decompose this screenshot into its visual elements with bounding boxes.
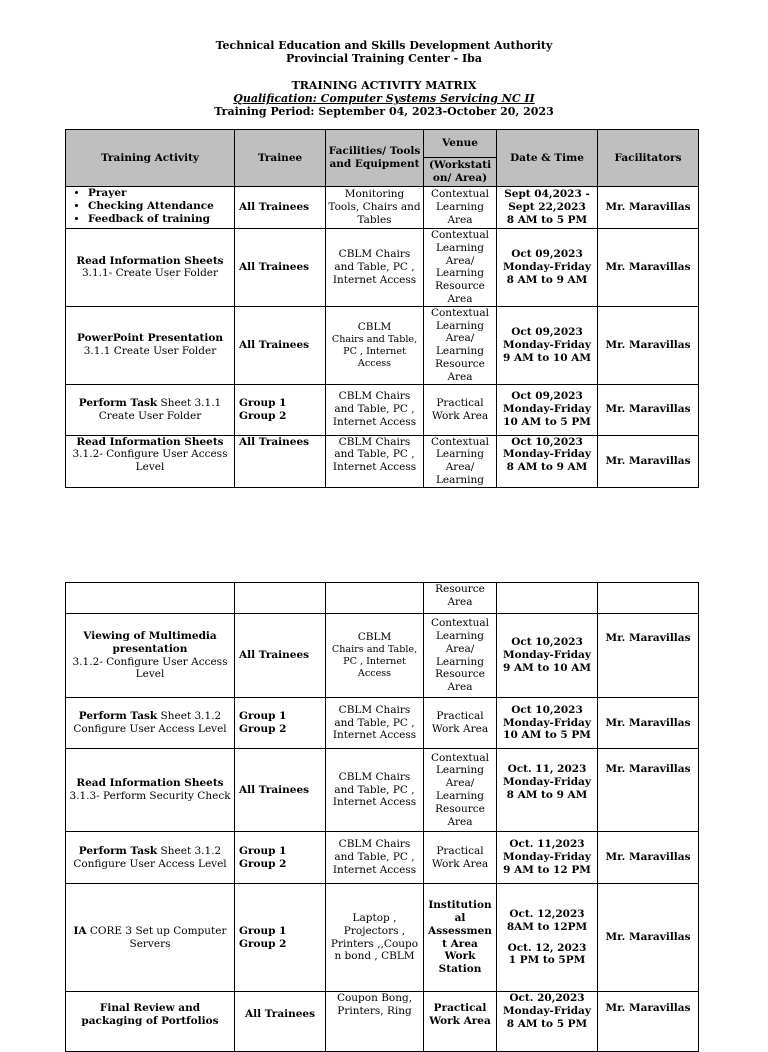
activity-cell: [66, 187, 235, 229]
group-1: Group 1: [239, 396, 287, 409]
time-text: 10 AM to 5 PM: [503, 415, 591, 428]
venue-cell: Practical Work Area: [424, 698, 497, 749]
time-text: 8 AM to 9 AM: [506, 273, 588, 286]
activity-subtitle: Configure User Access Level: [73, 857, 227, 870]
activity-title: Read Information Sheets: [76, 254, 224, 267]
activity-title: PowerPoint Presentation: [76, 332, 224, 345]
date-text: Sept 04,2023 - Sept 22,2023: [504, 188, 590, 214]
activity-cell: [66, 832, 235, 884]
facilitator-cell: Mr. Maravillas: [598, 435, 699, 487]
facilitator-cell: Mr. Maravillas: [598, 614, 699, 698]
venue-cell: Practical Work Area: [424, 832, 497, 884]
activity-title: Perform Task: [78, 396, 158, 409]
time-text: 8 AM to 5 PM: [506, 1017, 588, 1030]
activity-cell: [66, 435, 235, 487]
facilitator-cell: Mr. Maravillas: [598, 306, 699, 384]
activity-title-rest: Sheet 3.1.2: [157, 844, 222, 857]
table-row: [66, 187, 699, 229]
qualification: Qualification: Computer Systems Servicing NC II: [233, 92, 535, 105]
facilities-line: Chairs and Table, PC , Internet Access: [331, 643, 418, 679]
activity-cell: [66, 614, 235, 698]
table-row: [66, 992, 699, 1052]
activity-title-rest: Sheet 3.1.2: [157, 710, 222, 723]
facilities-cell: CBLM Chairs and Table, PC , Internet Access: [326, 832, 424, 884]
table-row: [66, 698, 699, 749]
facilitator-cell: Mr. Maravillas: [598, 749, 699, 832]
datetime-cell: [497, 583, 598, 614]
date-text: Oct. 11,2023: [509, 838, 585, 851]
col-header-datetime: Date & Time: [497, 130, 598, 187]
activity-subtitle: Configure User Access Level: [73, 723, 227, 735]
trainee-cell: All Trainees: [235, 749, 326, 832]
table-row: [66, 384, 699, 435]
table-row: [66, 229, 699, 307]
days-text: Monday-Friday: [503, 851, 591, 864]
time-text: 8 AM to 9 AM: [506, 461, 588, 474]
activity-title: Perform Task: [78, 844, 158, 857]
date-text: Oct. 12,2023: [509, 907, 585, 920]
venue-cell: Resource Area: [424, 583, 497, 614]
date-text: Oct 10,2023: [511, 636, 583, 649]
time-text: 8AM to 12PM: [506, 920, 588, 933]
center-name: Provincial Training Center - Iba: [286, 52, 482, 65]
time-text: 9 AM to 10 AM: [503, 351, 591, 364]
days-text: Monday-Friday: [503, 403, 591, 416]
facilitator-cell: Mr. Maravillas: [598, 229, 699, 307]
facilities-line: CBLM: [357, 320, 392, 333]
table-row: [66, 583, 699, 614]
days-text: Monday-Friday: [503, 716, 591, 729]
venue-cell: Contextual Learning Area/ Learning Resource Area: [424, 306, 497, 384]
venue-cell: Contextual Learning Area/ Learning Resource Area: [424, 229, 497, 307]
venue-cell: Contextual Learning Area/ Learning: [424, 435, 497, 487]
group-1: Group 1: [239, 924, 287, 937]
table-row: [66, 749, 699, 832]
activity-table-page1: [65, 129, 699, 488]
trainee-cell: All Trainees: [235, 229, 326, 307]
date-text: Oct 09,2023: [511, 390, 583, 403]
group-1: Group 1: [239, 844, 287, 857]
facilitator-cell: Mr. Maravillas: [598, 698, 699, 749]
facilities-line: CBLM: [357, 631, 392, 644]
venue-cell: Contextual Learning Area: [424, 187, 497, 229]
facilitator-cell: Mr. Maravillas: [598, 884, 699, 992]
venue-cell: Contextual Learning Area/ Learning Resource Area: [424, 749, 497, 832]
facilities-cell: [326, 583, 424, 614]
table-row: [66, 832, 699, 884]
trainee-cell: [235, 832, 326, 884]
date-text: Oct. 12, 2023: [507, 941, 587, 954]
datetime-cell: [497, 229, 598, 307]
group-2: Group 2: [239, 937, 287, 950]
activity-subtitle: 3.1.2- Configure User Access Level: [72, 655, 228, 681]
trainee-cell: [235, 884, 326, 992]
activity-title: IA: [73, 924, 87, 937]
col-header-trainee: Trainee: [235, 130, 326, 187]
date-text: Oct 10,2023: [511, 435, 583, 448]
venue-cell: Contextual Learning Area/ Learning Resource Area: [424, 614, 497, 698]
group-2: Group 2: [239, 409, 287, 422]
table-row: [66, 306, 699, 384]
datetime-cell: [497, 749, 598, 832]
matrix-title: TRAINING ACTIVITY MATRIX: [291, 79, 477, 92]
datetime-cell: [497, 698, 598, 749]
trainee-cell: [235, 698, 326, 749]
col-header-venue: Venue: [424, 130, 497, 158]
table-row: [66, 614, 699, 698]
activity-subtitle: 3.1.2- Configure User Access Level: [72, 448, 228, 474]
facilities-cell: Laptop , Projectors , Printers ,,Coupo n bond , CBLM: [326, 884, 424, 992]
activity-cell: [66, 698, 235, 749]
activity-subtitle: 3.1.1- Create User Folder: [81, 267, 219, 280]
date-text: Oct 10,2023: [511, 703, 583, 716]
document-header: [0, 39, 768, 118]
time-text: 8 AM to 5 PM: [506, 213, 588, 226]
activity-cell: [66, 306, 235, 384]
venue-cell: Practical Work Area: [424, 384, 497, 435]
group-2: Group 2: [239, 723, 287, 735]
days-text: Monday-Friday: [503, 260, 591, 273]
facilities-cell: CBLM Chairs and Table, PC , Internet Access: [326, 435, 424, 487]
trainee-cell: All Trainees: [235, 187, 326, 229]
training-period: Training Period: September 04, 2023-October 20, 2023: [214, 105, 554, 118]
activity-subtitle: 3.1.3- Perform Security Check: [69, 790, 231, 802]
activity-cell: [66, 229, 235, 307]
facilitator-cell: Mr. Maravillas: [598, 187, 699, 229]
datetime-cell: [497, 992, 598, 1052]
col-header-activity: Training Activity: [66, 130, 235, 187]
datetime-cell: [497, 884, 598, 992]
activity-cell: [66, 884, 235, 992]
days-text: Monday-Friday: [503, 775, 591, 788]
time-text: 9 AM to 10 AM: [503, 661, 591, 674]
datetime-cell: [497, 614, 598, 698]
date-text: Oct 09,2023: [511, 248, 583, 261]
time-text: 8 AM to 9 AM: [506, 788, 588, 801]
date-text: Oct. 20,2023: [509, 992, 585, 1004]
time-text: 1 PM to 5PM: [508, 954, 586, 967]
facilities-cell: Coupon Bong, Printers, Ring: [326, 992, 424, 1052]
date-text: Oct. 11, 2023: [507, 763, 587, 775]
activity-cell: [66, 583, 235, 614]
time-text: 9 AM to 12 PM: [503, 863, 591, 876]
datetime-cell: [497, 187, 598, 229]
trainee-cell: All Trainees: [235, 435, 326, 487]
days-text: Monday-Friday: [503, 338, 591, 351]
facilitator-cell: Mr. Maravillas: [598, 832, 699, 884]
activity-cell: [66, 749, 235, 832]
group-2: Group 2: [239, 857, 287, 870]
activity-title: Read Information Sheets: [76, 435, 224, 448]
datetime-cell: [497, 384, 598, 435]
table-row: [66, 884, 699, 992]
activity-title-rest: CORE 3 Set up Computer Servers: [86, 924, 227, 950]
facilities-line: Chairs and Table, PC , Internet Access: [331, 333, 418, 369]
facilities-cell: CBLM Chairs and Table, PC , Internet Access: [326, 749, 424, 832]
facilities-cell: CBLM Chairs and Table, PC , Internet Access: [326, 229, 424, 307]
facilities-cell: CBLM Chairs and Table, PC , Internet Access: [326, 384, 424, 435]
org-name: Technical Education and Skills Development Authority: [215, 39, 553, 52]
datetime-cell: [497, 306, 598, 384]
days-text: Monday-Friday: [503, 1004, 591, 1017]
days-text: Monday-Friday: [503, 649, 591, 662]
col-header-facilities: Facilities/ Tools and Equipment: [326, 130, 424, 187]
trainee-cell: [235, 384, 326, 435]
activity-item: • Prayer: [88, 187, 232, 200]
facilities-cell: [326, 306, 424, 384]
activity-cell: [66, 384, 235, 435]
date-text: Oct 09,2023: [511, 325, 583, 338]
table-row: [66, 435, 699, 487]
datetime-cell: [497, 435, 598, 487]
group-1: Group 1: [239, 710, 287, 723]
time-text: 10 AM to 5 PM: [503, 729, 591, 742]
venue-cell: Institution al Assessmen t Area Work Station: [424, 884, 497, 992]
activity-title: Read Information Sheets: [76, 777, 224, 790]
col-header-venue-sub: (Workstati on/ Area): [424, 158, 497, 187]
facilities-cell: [326, 614, 424, 698]
facilitator-cell: Mr. Maravillas: [598, 992, 699, 1052]
activity-title: Viewing of Multimedia presentation: [83, 629, 217, 655]
datetime-cell: [497, 832, 598, 884]
activity-item: • Feedback of training: [88, 213, 232, 226]
activity-title-rest: Sheet 3.1.1: [157, 396, 222, 409]
activity-subtitle: Create User Folder: [98, 409, 202, 422]
trainee-cell: All Trainees: [235, 306, 326, 384]
activity-cell: Final Review and packaging of Portfolios: [66, 992, 235, 1052]
activity-subtitle: 3.1.1 Create User Folder: [83, 345, 217, 358]
col-header-facilitators: Facilitators: [598, 130, 699, 187]
facilities-cell: CBLM Chairs and Table, PC , Internet Access: [326, 698, 424, 749]
facilitator-cell: [598, 583, 699, 614]
facilitator-cell: Mr. Maravillas: [598, 384, 699, 435]
trainee-cell: All Trainees: [235, 614, 326, 698]
activity-title: Perform Task: [78, 710, 158, 723]
trainee-cell: All Trainees: [235, 992, 326, 1052]
facilities-cell: Monitoring Tools, Chairs and Tables: [326, 187, 424, 229]
trainee-cell: [235, 583, 326, 614]
activity-item: • Checking Attendance: [88, 200, 232, 213]
activity-table-page2: [65, 582, 699, 1052]
venue-cell: Practical Work Area: [424, 992, 497, 1052]
days-text: Monday-Friday: [503, 448, 591, 461]
